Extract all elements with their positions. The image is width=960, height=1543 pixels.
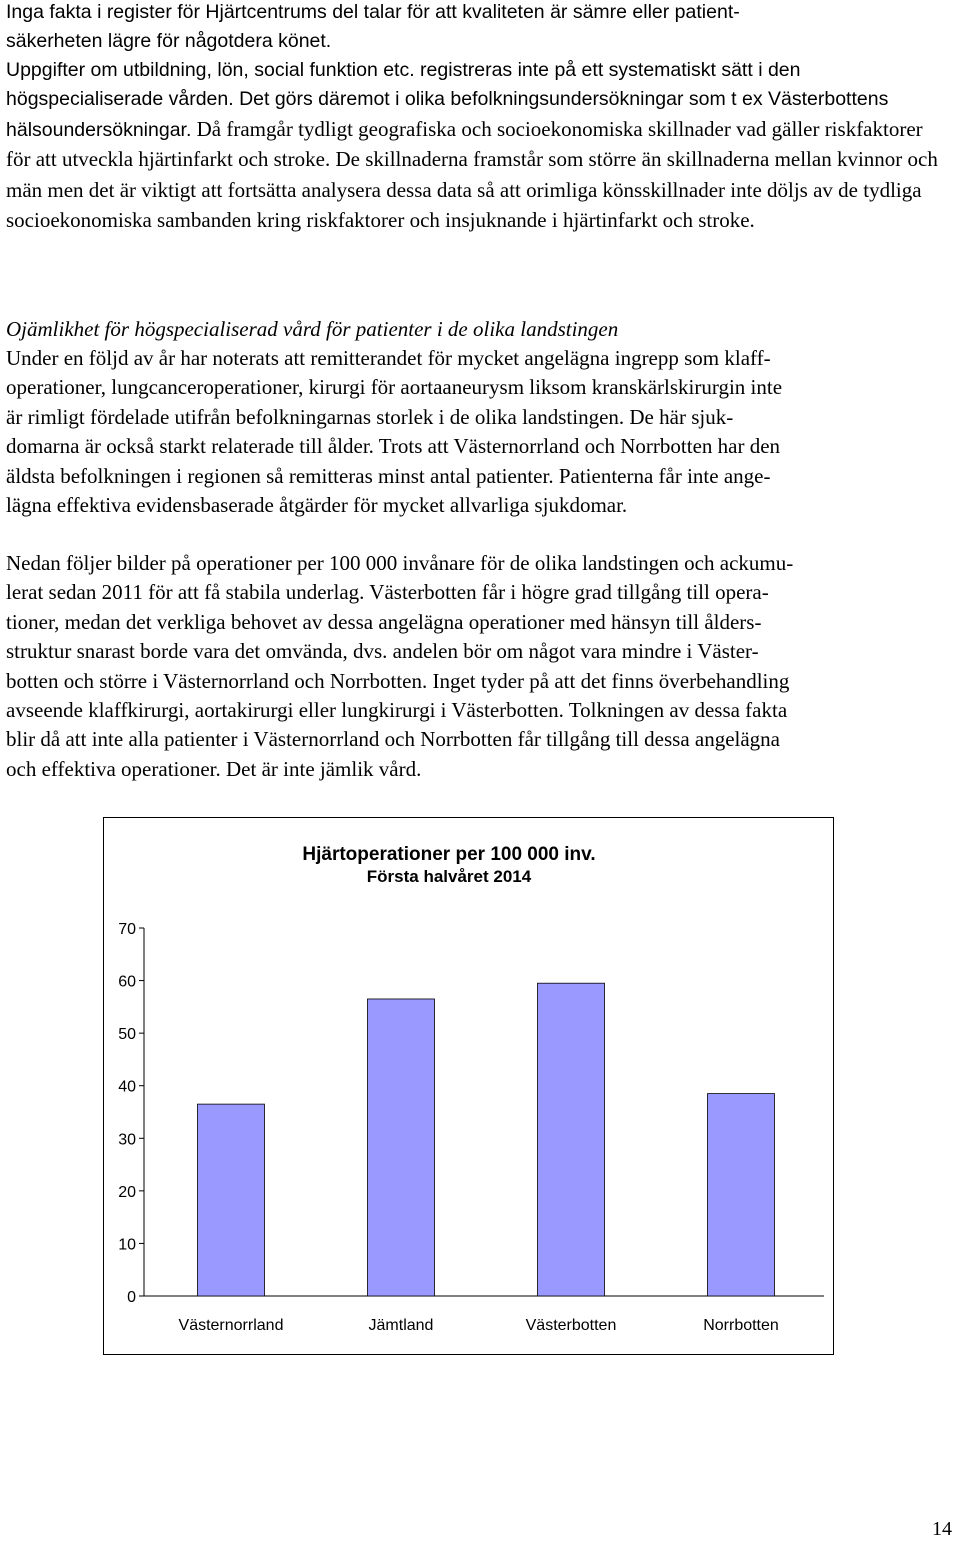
y-tick-label: 0 (127, 1289, 136, 1306)
chart-subtitle: Första halvåret 2014 (366, 867, 532, 886)
line: blir då att inte alla patienter i Västernorrland och Norrbotten får tillgång till dessa angelägna (6, 727, 781, 752)
line: botten och större i Västernorrland och Norrbotten. Inget tyder på att det finns överbehandling (6, 668, 790, 693)
paragraph-operations (6, 549, 793, 784)
line: operationer, lungcanceroperationer, kirurgi för aortaaneurysm liksom kranskärlskirurgin inte (6, 375, 783, 400)
section-heading: Ojämlikhet för högspecialiserad vård för patienter i de olika landstingen (6, 317, 619, 341)
line: Nedan följer bilder på operationer per 100 000 invånare för de olika landstingen och ackumu- (6, 551, 794, 575)
y-tick-label: 30 (118, 1131, 136, 1149)
page-number: 14 (932, 1518, 952, 1540)
bar (368, 999, 435, 1296)
x-axis-labels (179, 1317, 779, 1334)
paragraph-socioeconomic (6, 56, 952, 236)
y-tick-label: 50 (118, 1026, 136, 1044)
line: och effektiva operationer. Det är inte jämlik vård. (6, 756, 422, 781)
x-tick-label: Västernorrland (178, 1317, 284, 1334)
line: tioner, medan det verkliga behovet av dessa angelägna operationer med hänsyn till ålders- (6, 609, 762, 634)
line: Inga fakta i register för Hjärtcentrums del talar för att kvaliteten är sämre eller patient- (6, 1, 740, 23)
chart-canvas (104, 818, 833, 1354)
text-run-sans: Uppgifter om utbildning, lön, social funktion etc. registreras inte på ett systematiskt sätt i den högspecialiserade vården. Det görs däremot i olika befolkningsundersökningar som t ex Västerbottens hälsoundersökningar. (6, 59, 889, 141)
x-tick-label: Norrbotten (703, 1317, 779, 1334)
x-tick-label: Västerbotten (525, 1317, 617, 1334)
bars (198, 983, 775, 1296)
line: avseende klaffkirurgi, aortakirurgi eller lungkirurgi i Västerbotten. Tolkningen av dessa fakta (6, 698, 788, 723)
line: domarna är också starkt relaterade till ålder. Trots att Västernorrland och Norrbotten har den (6, 434, 781, 459)
y-tick-label: 10 (118, 1236, 136, 1254)
bar (538, 983, 605, 1296)
x-tick-label: Jämtland (368, 1317, 434, 1334)
line: lägna effektiva evidensbaserade åtgärder för mycket allvarliga sjukdomar. (6, 493, 628, 518)
bar (198, 1104, 265, 1296)
y-tick-label: 60 (118, 973, 136, 991)
bar (708, 1094, 775, 1296)
paragraph-referrals (6, 344, 782, 520)
y-tick-label: 70 (118, 921, 136, 938)
y-tick-label: 40 (118, 1078, 136, 1096)
line: är rimligt fördelade utifrån befolkningarnas storlek i de olika landstingen. De här sjuk- (6, 404, 734, 429)
line: struktur snarast borde vara det omvända, dvs. andelen bör om något vara mindre i Väster- (6, 639, 759, 664)
text-run-serif-2: De skillnaderna framstår som större än skillnaderna mellan kvinnor och män men det är viktigt att fortsätta analysera dessa data så att orimliga könsskillnader inte döljs av de tydliga socioekonomiska sambanden kring riskfaktorer och insjuknande i hjärtinfarkt och stroke. (6, 147, 938, 233)
line: lerat sedan 2011 för att få stabila underlag. Västerbotten får i högre grad tillgång till opera- (6, 580, 769, 605)
text-run-serif: Då framgår tydligt geografiska och socioekonomiska skillnader vad gäller riskfaktorer för att utveckla hjärtinfarkt och stroke. (6, 116, 923, 172)
line: Under en följd av år har noterats att remitterandet för mycket angelägna ingrepp som klaff- (6, 346, 771, 370)
line: säkerheten lägre för någotdera könet. (6, 30, 332, 53)
bar-chart (103, 817, 834, 1355)
paragraph-gender-quality (6, 0, 740, 57)
chart-title: Hjärtoperationer per 100 000 inv. (302, 844, 596, 865)
y-tick-label: 20 (118, 1183, 136, 1201)
line: äldsta befolkningen i regionen så remitteras minst antal patienter. Patienterna får inte ange- (6, 463, 771, 488)
